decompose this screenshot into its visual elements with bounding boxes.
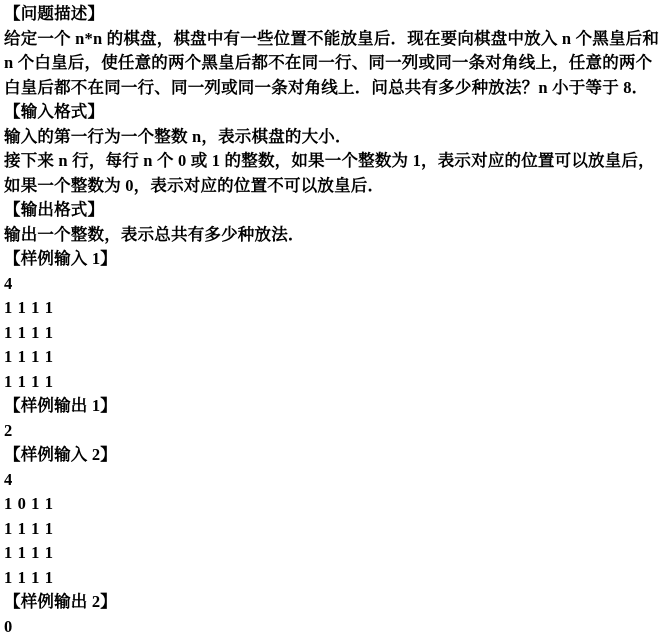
- text-line: 输出一个整数，表示总共有多少种放法．: [4, 224, 305, 244]
- section-input-format: [4, 100, 659, 198]
- sample-line: 1 1 1 1: [4, 298, 54, 317]
- section-heading-sample-output-1: 【样例输出 1】: [4, 396, 117, 415]
- sample-line: 4: [4, 469, 13, 489]
- section-heading-sample-output-2: 【样例输出 2】: [4, 592, 117, 611]
- text-line: 输入的第一行为一个整数 n，表示棋盘的大小．: [4, 126, 352, 146]
- sample-line: 2: [4, 420, 13, 440]
- section-heading-input-format: 【输入格式】: [4, 102, 105, 121]
- text-line: 接下来 n 行，每行 n 个 0 或 1 的整数，如果一个整数为 1，表示对应的位置可以放皇后，: [4, 151, 655, 170]
- section-output-format: [4, 198, 659, 247]
- section-heading-output-format: 【输出格式】: [4, 200, 105, 219]
- section-problem-description: [4, 2, 659, 100]
- section-heading-sample-input-2: 【样例输入 2】: [4, 445, 117, 464]
- sample-line: 1 1 1 1: [4, 371, 54, 391]
- sample-line: 1 1 1 1: [4, 543, 54, 562]
- section-heading-problem-description: 【问题描述】: [4, 4, 105, 23]
- sample-line: 1 1 1 1: [4, 567, 54, 587]
- section-sample-input-1: [4, 247, 659, 394]
- sample-line: 1 1 1 1: [4, 347, 54, 366]
- text-line: n 个白皇后，使任意的两个黑皇后都不在同一行、同一列或同一条对角线上，任意的两个: [4, 53, 653, 72]
- text-line: 如果一个整数为 0，表示对应的位置不可以放皇后．: [4, 175, 385, 195]
- section-sample-output-2: [4, 590, 659, 639]
- section-sample-input-2: [4, 443, 659, 590]
- section-heading-sample-input-1: 【样例输入 1】: [4, 249, 117, 268]
- section-sample-output-1: [4, 394, 659, 443]
- text-line: 白皇后都不在同一行、同一列或同一条对角线上．问总共有多少种放法？n 小于等于 8．: [4, 77, 649, 97]
- sample-line: 0: [4, 616, 13, 636]
- sample-line: 4: [4, 273, 13, 293]
- sample-line: 1 1 1 1: [4, 322, 54, 342]
- text-line: 给定一个 n*n 的棋盘，棋盘中有一些位置不能放皇后．现在要向棋盘中放入 n 个黑皇后和: [4, 28, 660, 48]
- sample-line: 1 0 1 1: [4, 494, 54, 513]
- sample-line: 1 1 1 1: [4, 518, 54, 538]
